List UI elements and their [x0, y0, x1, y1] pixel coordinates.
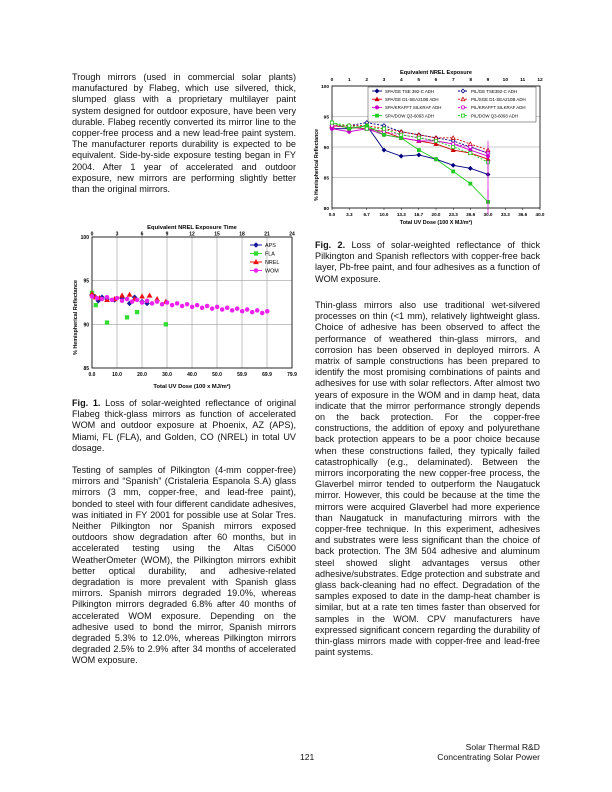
fig2-top-tick-label: 2: [365, 78, 369, 83]
fig2-point: [348, 124, 351, 127]
fig1-x-tick-label: 10.0: [112, 372, 122, 378]
fig2-top-tick-label: 9: [486, 78, 490, 83]
fig2-x-tick-label: 40.0: [535, 212, 545, 217]
fig1-x-tick-label: 79.9: [287, 372, 297, 378]
fig1-top-tick-label: 15: [214, 231, 220, 238]
fig1-point-wom: [205, 304, 209, 308]
fig2-point: [365, 127, 368, 130]
fig1-point-wom: [225, 306, 229, 310]
fig2-x-tick-label: 0.0: [328, 212, 336, 217]
fig2-x-tick-label: 26.6: [466, 212, 476, 217]
fig2-top-tick-label: 10: [502, 78, 509, 83]
fig1-top-tick-label: 9: [165, 231, 169, 238]
fig1-point-fla: [135, 310, 139, 314]
fig1-point-wom: [215, 305, 219, 309]
fig2-series-line: [332, 123, 488, 163]
fig2-point: [469, 152, 472, 155]
fig1-point-wom: [180, 304, 184, 308]
fig2-point: [365, 124, 368, 127]
fig1-point-wom: [265, 309, 269, 313]
fig1-y-tick-label: 95: [83, 278, 89, 285]
fig1-legend-label-aps: APS: [265, 243, 276, 249]
fig2-point: [468, 166, 472, 170]
fig2-legend-label: SPA/GE D1-SEA210B ADH: [385, 97, 439, 102]
fig2-point: [451, 163, 455, 167]
fig2-top-tick-label: 7: [451, 78, 455, 83]
fig2-x-tick-label: 16.7: [414, 212, 424, 217]
fig1-x-tick-label: 20.0: [137, 372, 147, 378]
fig2-point: [452, 145, 455, 148]
fig2-y-tick-label: 100: [320, 85, 329, 90]
fig1-legend-marker: [254, 252, 258, 256]
fig1-x-tick-label: 50.0: [212, 372, 222, 378]
fig1-point-wom: [200, 306, 204, 310]
figure-1-caption-text: Loss of solar-weighted reflectance of original Flabeg thick-glass mirrors as function of accelerated WOM and outdoor exposure at Phoenix, AZ (APS), Miami, FL (FLA), and Golden, CO (NREL) in total UV dosage.: [72, 398, 296, 453]
fig1-top-tick-label: 3: [115, 231, 119, 238]
fig2-x-tick-label: 10.0: [379, 212, 389, 217]
fig1-y-tick-label: 90: [83, 322, 89, 329]
fig1-top-tick-label: 0: [90, 231, 94, 238]
fig1-point-wom: [90, 295, 94, 299]
fig1-point-wom: [175, 302, 179, 306]
fig1-point-wom: [125, 297, 129, 301]
fig1-top-tick-label: 6: [140, 231, 144, 238]
fig2-legend-label: PIL/DOW Q3-6093 ADH: [471, 113, 519, 119]
fig2-legend-label: PIL/GE TSE392-C ADH: [471, 88, 518, 94]
fig2-legend-marker: [461, 106, 464, 109]
fig1-point-wom: [240, 309, 244, 313]
fig1-point-wom: [255, 308, 259, 312]
figure-2-chart: [310, 68, 550, 236]
fig1-point-wom: [165, 301, 169, 305]
fig1-point-wom: [120, 299, 124, 303]
fig2-x-tick-label: 13.3: [396, 212, 406, 217]
fig1-x-tick-label: 69.9: [262, 372, 272, 378]
fig1-y-tick-label: 100: [80, 235, 89, 241]
fig1-point-nrel: [147, 293, 151, 297]
fig2-point: [434, 139, 437, 142]
fig2-top-tick-label: 3: [382, 78, 386, 83]
fig1-y-tick-label: 85: [83, 366, 89, 372]
fig2-x-tick-label: 30.0: [483, 212, 493, 217]
fig1-x-tick-label: 0.0: [88, 372, 96, 378]
fig2-y-tick-label: 95: [323, 115, 329, 121]
fig2-top-tick-label: 5: [417, 78, 421, 83]
fig2-x-tick-label: 20.0: [431, 212, 441, 217]
fig1-legend-marker: [254, 269, 258, 273]
fig1-point-wom: [155, 300, 159, 304]
fig2-y-axis-label: % Hemispherical Reflectance: [314, 128, 320, 202]
fig1-x-tick-label: 30.0: [162, 372, 172, 378]
fig2-legend-marker: [461, 114, 464, 117]
fig2-y-tick-label: 80: [323, 207, 329, 212]
fig1-point-nrel: [120, 293, 124, 297]
paragraph-flabeg: Trough mirrors (used in commercial solar plants) manufactured by Flabeg, which use silvered, thick, slumped glass with a proprietary multilayer paint system designed for outdoor exposure, have been very durable. Flabeg recently converted its mirror line to the copper-free process and a new lead-free paint system. The manufacturer reports durability is expected to be equivalent. Side-by-side exposure testing began in FY 2004. After 1 year of accelerated and outdoor exposure, new mirrors are performing slightly better than the original mirrors.: [72, 72, 296, 195]
left-column-lower: [72, 465, 296, 678]
paragraph-pilkington: Testing of samples of Pilkington (4-mm copper-free) mirrors and “Spanish” (Cristaleria Espanola S.A) glass mirrors (3 mm, copper-free, and lead-free paint), bonded to steel with four different candidate adhesives, was initiated in FY 2001 for possible use at Solar Tres. Neither Pilkington nor Spanish mirrors exposed outdoors show degradation after 60 months, but in accelerated testing using the Altas Ci5000 WeatherOmeter (WOM), the Pilkington mirrors exhibit better optical durability, and adhesive-related degradation is more prevalent with Spanish glass mirrors. Spanish mirrors degraded 19.0%, whereas Pilkington mirrors degraded 6.8% after 40 months of accelerated WOM exposure. Depending on the adhesive used to bond the mirror, Spanish mirrors degraded 5.3% to 12.0%, whereas Pilkington mirrors degraded 2.5% to 2.9% after 34 months of accelerated WOM exposure.: [72, 465, 296, 666]
fig2-legend-marker: [375, 106, 378, 109]
fig2-point: [417, 136, 420, 139]
fig2-point: [330, 121, 333, 124]
fig2-legend-marker: [375, 114, 378, 117]
fig2-point: [469, 182, 472, 185]
fig1-point-wom: [130, 300, 134, 304]
fig2-top-tick-label: 4: [399, 78, 403, 83]
fig2-point: [434, 136, 438, 139]
fig1-y-axis-label: % Hemispherical Reflectance: [73, 280, 79, 355]
fig2-point: [451, 136, 455, 139]
fig1-point-wom: [190, 305, 194, 309]
fig1-top-tick-label: 18: [239, 231, 245, 238]
fig1-legend-marker: [254, 243, 258, 247]
fig2-point: [400, 136, 403, 139]
fig2-title: Equivalent NREL Exposure: [399, 70, 473, 76]
figure-1-label: Fig. 1.: [72, 398, 101, 408]
fig1-point-wom: [150, 302, 154, 306]
fig1-point-wom: [235, 307, 239, 311]
fig2-point: [382, 127, 385, 130]
fig2-series-line: [332, 123, 488, 202]
fig1-point-fla: [94, 303, 98, 307]
fig2-top-tick-label: 0: [330, 78, 334, 83]
fig2-x-axis-label: Total UV Dose (100 X MJ/m²): [399, 220, 473, 226]
fig1-legend-marker: [254, 260, 258, 264]
fig2-legend-label: SPA/DOW Q3-6093 ADH: [385, 113, 434, 119]
fig1-legend-label-wom: WOM: [265, 268, 279, 275]
fig2-point: [382, 133, 385, 136]
fig2-legend-label: PIL/SGE D1-SEA210B ADH: [471, 97, 526, 102]
fig2-point: [400, 133, 403, 136]
footer-line-2: Concentrating Solar Power: [437, 752, 540, 762]
fig2-point: [399, 130, 403, 133]
fig2-x-tick-label: 6.7: [363, 212, 370, 217]
fig1-legend-label-fla: FLA: [265, 251, 275, 258]
fig1-point-wom: [105, 295, 109, 299]
fig2-point: [348, 127, 351, 130]
figure-2-caption: [315, 240, 540, 285]
fig1-point-fla: [105, 321, 109, 325]
fig2-top-tick-label: 1: [347, 78, 351, 83]
fig1-point-wom: [160, 302, 164, 306]
fig1-point-wom: [145, 299, 149, 303]
fig1-point-wom: [245, 308, 249, 312]
fig1-point-wom: [220, 308, 224, 312]
fig1-x-axis-label: Total UV Dose (100 x MJ/m²): [153, 384, 231, 390]
fig2-point: [434, 158, 437, 161]
fig1-point-fla: [125, 316, 129, 320]
fig1-point-wom: [100, 297, 104, 301]
figure-1-chart: [70, 225, 302, 400]
figure-1-caption: [72, 398, 296, 454]
fig1-point-wom: [260, 311, 264, 315]
fig2-point: [399, 154, 403, 158]
fig1-x-tick-label: 40.0: [187, 372, 197, 378]
figure-2-label: Fig. 2.: [315, 240, 346, 250]
fig2-point: [417, 153, 421, 157]
fig2-x-tick-label: 36.6: [518, 212, 528, 217]
fig1-point-fla: [164, 323, 168, 327]
fig1-point-wom: [185, 302, 189, 306]
fig2-x-tick-label: 3.3: [346, 212, 353, 217]
fig2-x-tick-label: 33.3: [500, 212, 510, 217]
fig2-top-tick-label: 12: [537, 78, 543, 83]
fig1-point-wom: [110, 298, 114, 302]
footer-section: [430, 742, 540, 762]
left-column: [72, 72, 296, 206]
page-number: 121: [300, 752, 315, 762]
fig2-top-tick-label: 6: [434, 78, 438, 83]
fig2-legend-label: PIL/KRAFFT SILKRAF ADH: [471, 105, 526, 111]
fig2-top-tick-label: 8: [469, 78, 473, 83]
fig1-legend-label-nrel: NREL: [265, 260, 280, 266]
fig1-point-nrel: [140, 294, 144, 298]
fig1-point-wom: [210, 307, 214, 311]
fig1-point-wom: [195, 303, 199, 307]
fig2-y-tick-label: 85: [323, 176, 329, 182]
fig1-top-tick-label: 21: [264, 231, 270, 238]
fig1-top-tick-label: 24: [289, 231, 295, 238]
fig2-point: [452, 170, 455, 173]
fig1-point-wom: [230, 308, 234, 312]
fig2-point: [417, 149, 420, 152]
fig1-point-wom: [140, 301, 144, 305]
fig2-x-tick-label: 23.3: [448, 212, 458, 217]
fig2-top-tick-label: 11: [520, 78, 526, 83]
fig2-point: [417, 133, 421, 136]
fig2-point: [469, 145, 472, 148]
footer-line-1: Solar Thermal R&D: [465, 742, 540, 752]
fig1-title: Equivalent NREL Exposure Time: [147, 225, 237, 231]
figure-2-caption-text: Loss of solar-weighted reflectance of thick Pilkington and Spanish reflectors with copper-free back layer, Pb-free paint, and four adhesives as a function of WOM exposure.: [315, 240, 540, 284]
right-column: [315, 300, 540, 670]
fig1-point-wom: [170, 303, 174, 307]
paragraph-thin-glass: Thin-glass mirrors also use traditional wet-silvered processes on thin (<1 mm), relatively lightweight glass. Choice of adhesive has been observed to affect the performance of weathered thin-glass mirrors, and corrosion has been observed in deployed mirrors. A matrix of sample constructions has been prepared to identify the most promising combinations of paints and adhesives for use with solar reflectors. After almost two years of exposure in the WOM and in damp heat, data indicate that the mirror performance strongly depends on the back protection. For the copper-free constructions, the addition of epoxy and polyurethane back protection appears to be a poor choice because when these constructions failed, they typically failed catastrophically (e.g., delaminated). Between the mirrors incorporating the new copper-free process, the Glaverbel mirror tended to outperform the Naugatuck mirror. However, this could be because at the time the mirrors were acquired Glaverbel had more experience than Naugatuck in manufacturing mirrors with the copper-free technique. In this experiment, adhesives and substrates were less significant than the choice of back protection. The 3M 504 adhesive and aluminum steel showed slight advantages versus other adhesive/substrates. Edge protection and substrate and glass back-cleaning had no effect. Degradation of the samples exposed to date in the damp-heat chamber is similar, but at a rate ten times faster than observed for samples in the WOM. CPV manufacturers have expressed significant concern regarding the durability of thin-glass mirrors made with copper-free and lead-free paint systems.: [315, 300, 540, 658]
fig2-y-tick-label: 90: [323, 146, 329, 151]
fig1-point-wom: [250, 310, 254, 314]
fig1-point-wom: [115, 296, 119, 300]
fig1-x-tick-label: 59.9: [237, 372, 247, 378]
fig1-point-nrel: [127, 292, 131, 296]
fig1-point-wom: [95, 296, 99, 300]
fig2-legend-label: SPA/GE TSE 392-C ADH: [385, 88, 435, 94]
fig1-top-tick-label: 12: [189, 231, 195, 238]
fig1-point-wom: [135, 298, 139, 302]
fig2-point: [468, 142, 472, 145]
fig2-legend-label: SPA/KRAFFT SILKRAF ADH: [385, 105, 442, 111]
